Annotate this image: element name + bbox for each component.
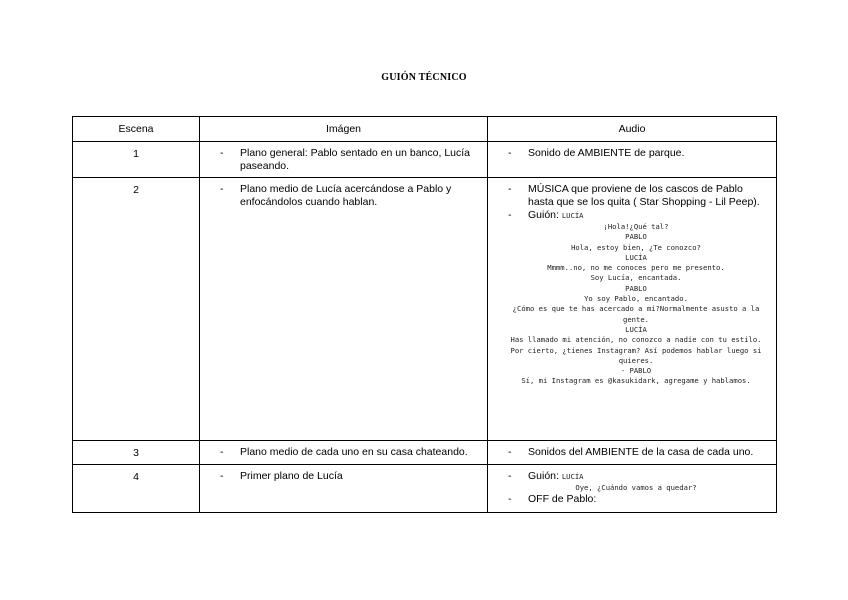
image-cell [200, 178, 488, 441]
audio-cell [488, 178, 777, 441]
table-row [73, 441, 777, 465]
guion-first-speaker: LUCÍA [561, 211, 584, 220]
image-cell [200, 142, 488, 178]
guion-label: Guión: [528, 209, 559, 221]
audio-sound: - Sonido de AMBIENTE de parque. [508, 147, 770, 160]
image-cell [200, 441, 488, 465]
audio-cell [488, 142, 777, 178]
dialog-line: ¿Cómo es que te has acercado a mí?Normalmente asusto a la gente. [512, 304, 760, 324]
dialog-line: Yo soy Pablo, encantado. [584, 294, 688, 304]
guion-line [508, 209, 770, 222]
scene-number: 3 [73, 441, 200, 465]
table-row [73, 178, 777, 441]
guion-label: Guión: [528, 470, 559, 482]
dialog-block [508, 222, 770, 387]
dialog-line: Por cierto, ¿tienes Instagram? Así podemos hablar luego si quieres. [510, 345, 762, 365]
dialog-speaker: LUCÍA [625, 324, 647, 334]
table-header-row [73, 117, 777, 142]
scene-number: 2 [73, 178, 200, 441]
dialog-block [508, 483, 770, 493]
audio-music: - MÚSICA que proviene de los cascos de Pablo hasta que se los quita ( Star Shopping - Lil Peep). [508, 183, 770, 209]
table-row [73, 142, 777, 178]
image-cell [200, 465, 488, 513]
scene-number: 1 [73, 142, 200, 178]
audio-cell [488, 441, 777, 465]
table-row [73, 465, 777, 513]
audio-cell [488, 465, 777, 513]
dialog-speaker: PABLO [625, 232, 647, 242]
audio-sound: - Sonidos del AMBIENTE de la casa de cada uno. [508, 446, 770, 459]
technical-script-table [72, 116, 777, 513]
scene-number: 4 [73, 465, 200, 513]
dialog-line: Hola, estoy bien, ¿Te conozco? [571, 242, 701, 252]
off-label: - OFF de Pablo: [508, 493, 770, 506]
dialog-speaker: - PABLO [620, 366, 652, 376]
document-title: GUIÓN TÉCNICO [381, 72, 467, 83]
dialog-speaker: LUCÍA [625, 252, 647, 262]
dialog-line: Mmmm..no, no me conoces pero me presento. [547, 263, 725, 273]
image-description: - Plano medio de Lucía acercándose a Pablo y enfocándolos cuando hablan. [220, 183, 481, 209]
guion-line [508, 470, 770, 483]
dialog-speaker: PABLO [625, 283, 647, 293]
guion-first-speaker: LUCÍA [561, 472, 584, 481]
dialog-line: Oye, ¿Cuándo vamos a quedar? [575, 483, 697, 492]
image-description: - Primer plano de Lucía [220, 470, 481, 483]
dialog-line: Sí, mi Instagram es @kasukidark, agregame y hablamos. [521, 376, 751, 386]
column-header-audio: Audio [488, 117, 777, 142]
column-header-image: Imágen [200, 117, 488, 142]
dialog-line: ¡Hola!¿Qué tal? [603, 222, 669, 231]
dialog-line: Has llamado mi atención, no conozco a nadie con tu estilo. [510, 335, 762, 345]
dialog-line: Soy Lucía, encantada. [590, 273, 682, 283]
image-description: - Plano general: Pablo sentado en un banco, Lucía paseando. [220, 147, 481, 173]
image-description: - Plano medio de cada uno en su casa chateando. [220, 446, 481, 459]
column-header-scene: Escena [73, 117, 200, 142]
